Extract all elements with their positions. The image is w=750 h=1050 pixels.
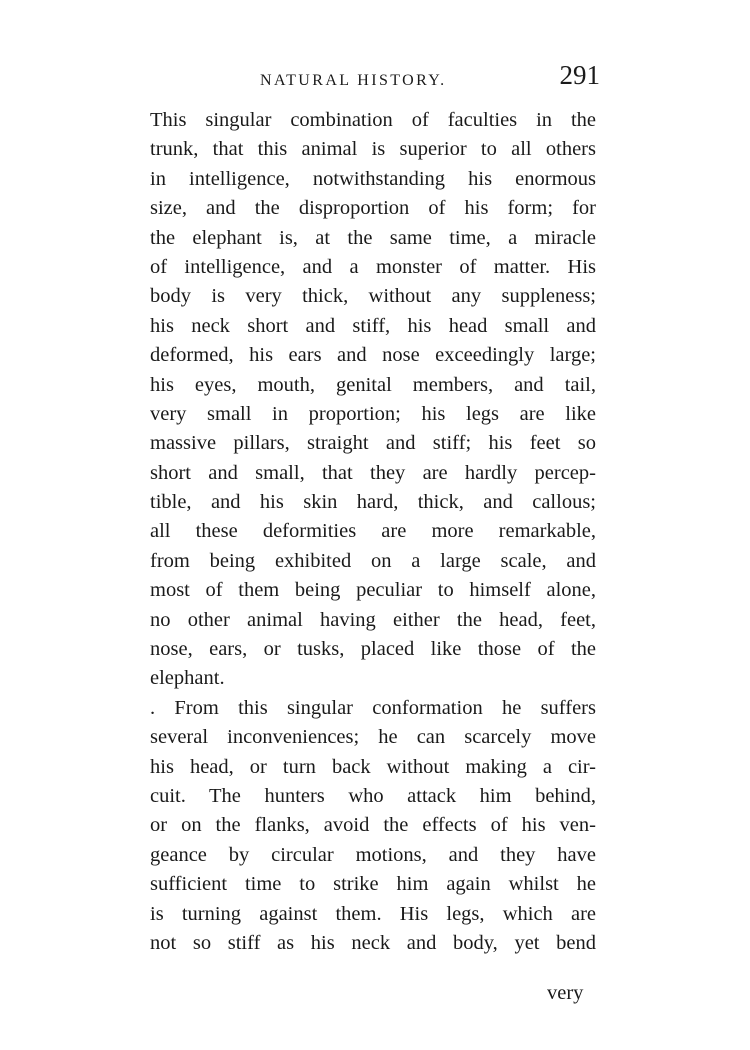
text-line: body is very thick, without any suppleness; (150, 285, 596, 308)
text-line: most of them being peculiar to himself alone, (150, 579, 596, 602)
text-line: several inconveniences; he can scarcely move (150, 726, 596, 749)
text-line: or on the flanks, avoid the effects of his ven- (150, 814, 596, 837)
text-line: very small in proportion; his legs are like (150, 402, 596, 425)
text-line: his neck short and stiff, his head small and (150, 314, 596, 337)
text-line: no other animal having either the head, feet, (150, 608, 596, 631)
text-line: his head, or turn back without making a cir- (150, 755, 596, 778)
running-title: NATURAL HISTORY. (260, 72, 447, 89)
text-line: all these deformities are more remarkable, (150, 520, 596, 543)
text-line: the elephant is, at the same time, a miracle (150, 226, 596, 249)
text-line: massive pillars, straight and stiff; his feet so (150, 432, 596, 455)
text-line: in intelligence, notwithstanding his enormous (150, 167, 596, 190)
text-line: elephant. (150, 667, 225, 690)
page-number: 291 (559, 60, 600, 90)
body-text (150, 106, 596, 958)
paragraph-1 (150, 106, 596, 694)
text-line: not so stiff as his neck and body, yet bend (150, 931, 596, 954)
text-line: trunk, that this animal is superior to all others (150, 138, 596, 161)
paragraph-2 (150, 694, 596, 959)
text-line: deformed, his ears and nose exceedingly large; (150, 344, 596, 367)
text-line: his eyes, mouth, genital members, and tail, (150, 373, 596, 396)
text-line: This singular combination of faculties in the (150, 109, 596, 131)
text-line: of intelligence, and a monster of matter. His (150, 255, 596, 278)
text-line: geance by circular motions, and they have (150, 843, 596, 866)
text-line: short and small, that they are hardly percep- (150, 461, 596, 484)
text-line: nose, ears, or tusks, placed like those of the (150, 638, 596, 661)
text-line: tible, and his skin hard, thick, and callous; (150, 491, 596, 514)
text-line: size, and the disproportion of his form; for (150, 197, 596, 220)
text-line: . From this singular conformation he suffers (150, 696, 596, 719)
running-head (150, 60, 600, 100)
text-line: sufficient time to strike him again whilst he (150, 873, 596, 896)
text-line: is turning against them. His legs, which are (150, 902, 596, 925)
catchword: very (547, 982, 584, 1004)
text-line: from being exhibited on a large scale, and (150, 549, 596, 572)
text-line: cuit. The hunters who attack him behind, (150, 784, 596, 807)
